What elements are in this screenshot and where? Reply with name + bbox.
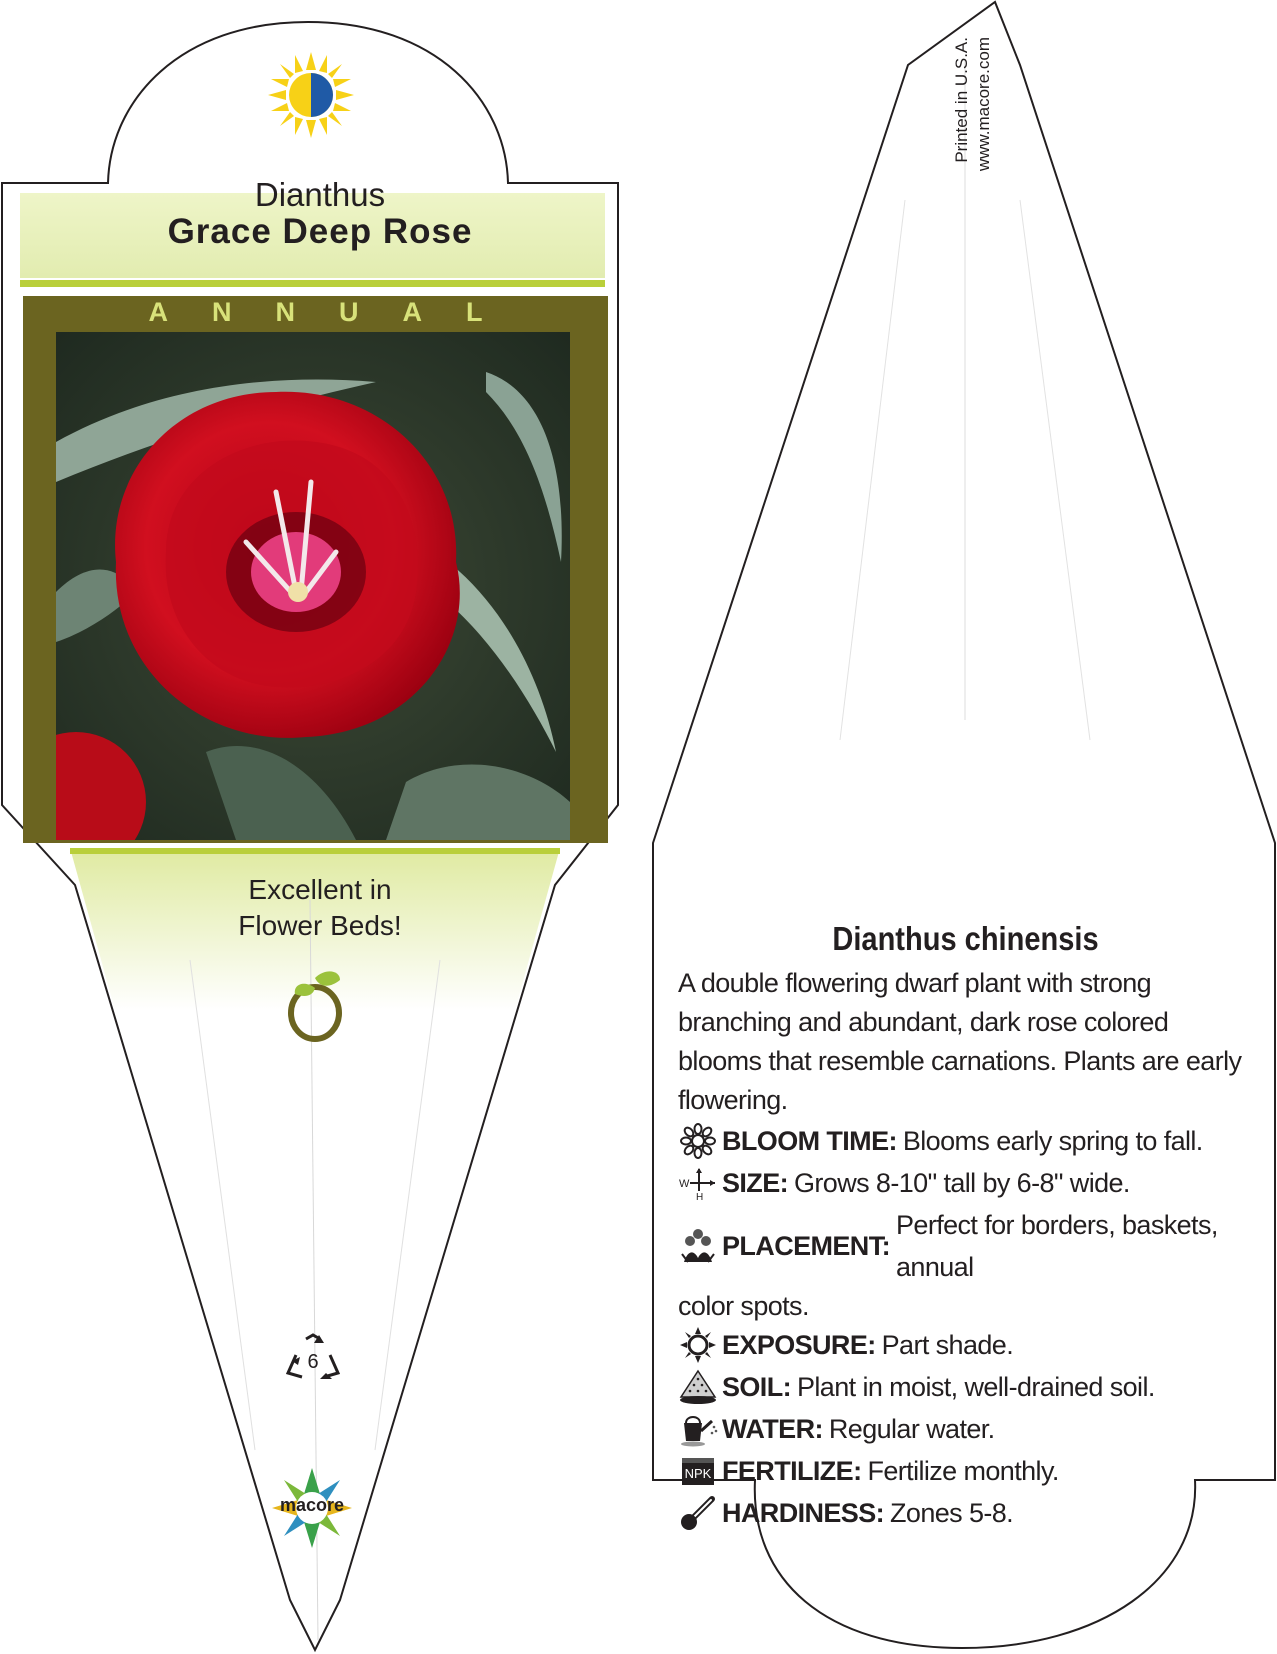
tagline-line-1: Excellent in [248, 874, 392, 905]
logo-text: macore [279, 1495, 345, 1515]
seedling-icon [285, 968, 345, 1042]
attr-value: Zones 5-8. [890, 1498, 1014, 1528]
attr-value: Plant in moist, well-drained soil. [797, 1372, 1155, 1402]
attr-value: Grows 8-10" tall by 6-8" wide. [794, 1168, 1130, 1198]
sun-icon [678, 1327, 718, 1363]
printed-website: www.macore.com [974, 37, 993, 172]
attr-water [678, 1408, 1253, 1450]
tagline-line-2: Flower Beds! [238, 910, 402, 941]
thermometer-icon [678, 1495, 718, 1531]
attr-value: Regular water. [828, 1414, 995, 1444]
attr-soil [678, 1366, 1253, 1408]
attr-value: Part shade. [881, 1330, 1014, 1360]
macore-logo [270, 1466, 354, 1550]
attr-hardiness [678, 1492, 1253, 1534]
attr-label: HARDINESS: [722, 1498, 885, 1528]
attr-value: Blooms early spring to fall. [902, 1126, 1203, 1156]
recycle-number: 6 [307, 1351, 319, 1373]
attr-bloom-time [678, 1120, 1253, 1162]
plant-variety: Grace Deep Rose [167, 212, 473, 251]
tagline [140, 872, 500, 944]
attr-placement [678, 1204, 1253, 1288]
category-label: ANNUAL [148, 297, 527, 327]
attr-fertilize [678, 1450, 1253, 1492]
attr-placement-continued: color spots. [678, 1291, 809, 1321]
part-shade-sun-icon [268, 52, 354, 138]
plant-genus: Dianthus [254, 176, 386, 213]
attr-label: WATER: [722, 1414, 823, 1444]
description: A double flowering dwarf plant with strong branching and abundant, dark rose colored blooms that resemble carnations. Plants are early flowering. [678, 968, 1242, 1115]
placement-icon [678, 1228, 718, 1264]
flower-icon [678, 1123, 718, 1159]
attr-value: Perfect for borders, baskets, annual [896, 1210, 1218, 1282]
care-info [678, 920, 1253, 1534]
npk-label: NPK [682, 1458, 715, 1485]
watering-can-icon [678, 1411, 718, 1447]
soil-icon [678, 1369, 718, 1405]
size-icon [678, 1165, 718, 1201]
species-name: Dianthus chinensis [832, 920, 1099, 957]
attr-label: BLOOM TIME: [722, 1126, 897, 1156]
flower-photo [56, 332, 570, 840]
attr-value: Fertilize monthly. [867, 1456, 1059, 1486]
attr-label: PLACEMENT: [722, 1231, 890, 1261]
attr-size [678, 1162, 1253, 1204]
printed-country: Printed in U.S.A. [952, 37, 971, 163]
recycle-icon [286, 1333, 340, 1381]
attr-label: EXPOSURE: [722, 1330, 876, 1360]
svg-text:W: W [679, 1178, 689, 1190]
svg-text:H: H [696, 1192, 703, 1201]
attr-exposure [678, 1324, 1253, 1366]
attr-label: SIZE: [722, 1168, 789, 1198]
attr-label: FERTILIZE: [722, 1456, 862, 1486]
attr-label: SOIL: [722, 1372, 791, 1402]
npk-icon [678, 1453, 718, 1489]
printed-info [938, 37, 1008, 215]
